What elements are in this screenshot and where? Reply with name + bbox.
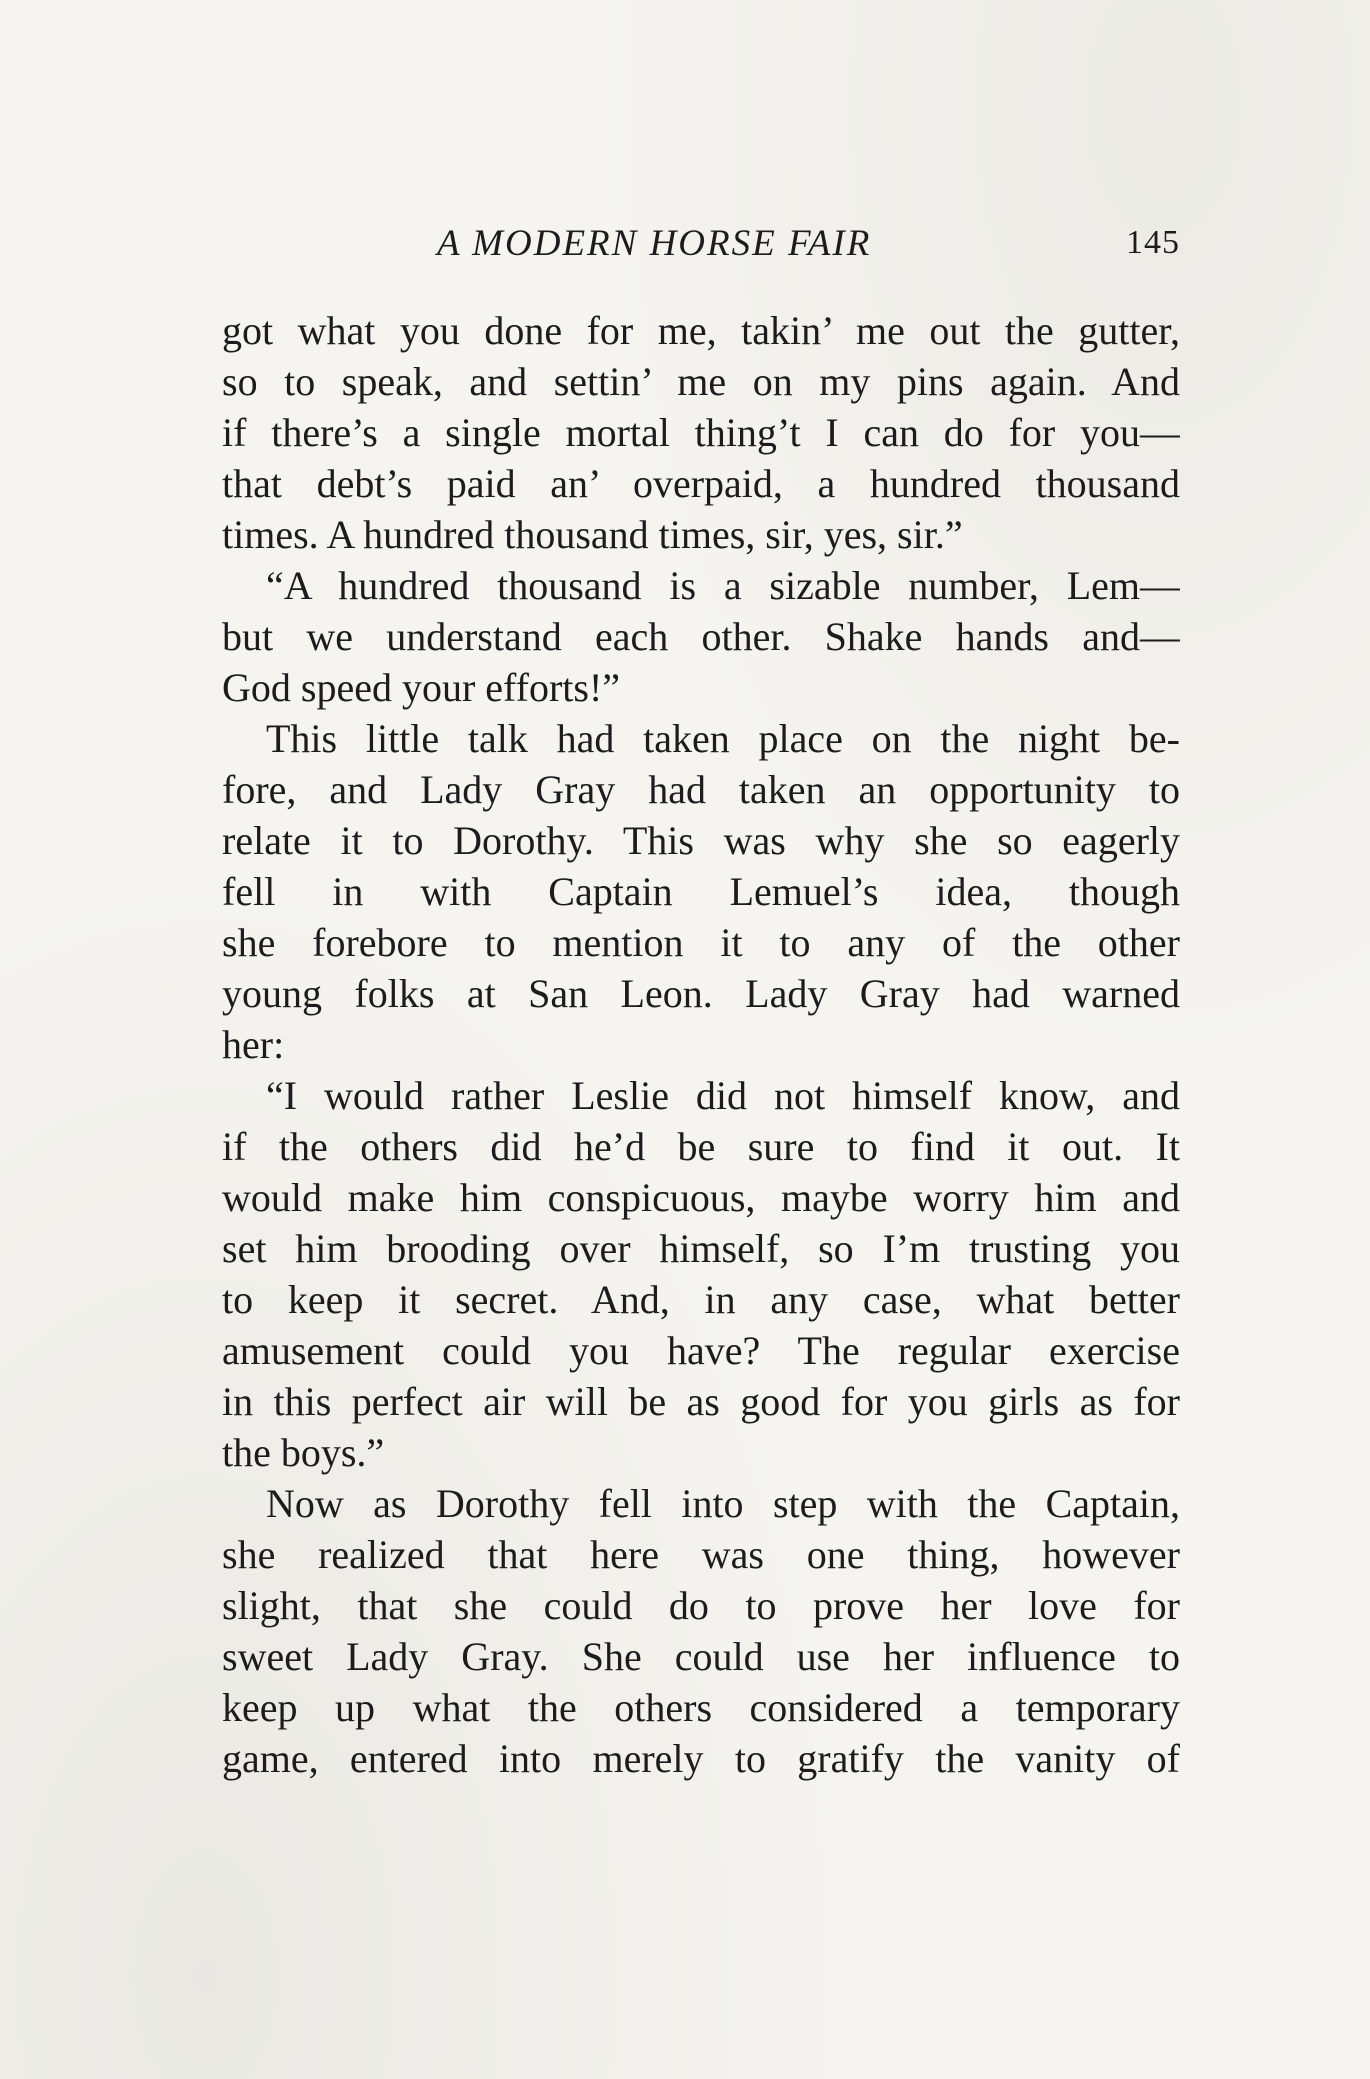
text-line: This little talk had taken place on the night be-: [266, 716, 1180, 761]
text-line: that debt’s paid an’ overpaid, a hundred thousand: [222, 461, 1180, 506]
text-line: fore, and Lady Gray had taken an opportunity to: [222, 767, 1180, 812]
text-line: she forebore to mention it to any of the other: [222, 920, 1180, 965]
text-line: she realized that here was one thing, however: [222, 1532, 1180, 1577]
text-line: slight, that she could do to prove her love for: [222, 1583, 1180, 1628]
text-line: “I would rather Leslie did not himself know, and: [266, 1073, 1180, 1118]
text-line: if the others did he’d be sure to find it out. It: [222, 1124, 1180, 1169]
text-line: young folks at San Leon. Lady Gray had warned: [222, 971, 1180, 1016]
text-line: the boys.”: [222, 1430, 385, 1475]
page-number: 145: [1126, 224, 1180, 261]
running-head: [222, 222, 1180, 272]
text-line: keep up what the others considered a temporary: [222, 1685, 1180, 1730]
text-line: her:: [222, 1022, 285, 1067]
text-line: game, entered into merely to gratify the vanity of: [222, 1736, 1180, 1781]
text-line: “A hundred thousand is a sizable number, Lem—: [266, 563, 1180, 608]
text-line: if there’s a single mortal thing’t I can do for you—: [222, 410, 1180, 455]
running-title: A MODERN HORSE FAIR: [437, 223, 872, 264]
text-line: Now as Dorothy fell into step with the Captain,: [266, 1481, 1180, 1526]
text-line: got what you done for me, takin’ me out the gutter,: [222, 308, 1180, 353]
text-line: to keep it secret. And, in any case, what better: [222, 1277, 1180, 1322]
text-line: times. A hundred thousand times, sir, yes, sir.”: [222, 512, 963, 557]
text-line: relate it to Dorothy. This was why she so eagerly: [222, 818, 1180, 863]
text-line: sweet Lady Gray. She could use her influence to: [222, 1634, 1180, 1679]
text-line: in this perfect air will be as good for you girls as for: [222, 1379, 1180, 1424]
text-line: fell in with Captain Lemuel’s idea, though: [222, 869, 1180, 914]
text-line: God speed your efforts!”: [222, 665, 621, 710]
text-line: but we understand each other. Shake hands and—: [222, 614, 1180, 659]
text-line: set him brooding over himself, so I’m trusting you: [222, 1226, 1180, 1271]
text-line: amusement could you have? The regular exercise: [222, 1328, 1180, 1373]
body-text: [222, 305, 1180, 1784]
text-line: would make him conspicuous, maybe worry him and: [222, 1175, 1180, 1220]
text-line: so to speak, and settin’ me on my pins again. And: [222, 359, 1180, 404]
